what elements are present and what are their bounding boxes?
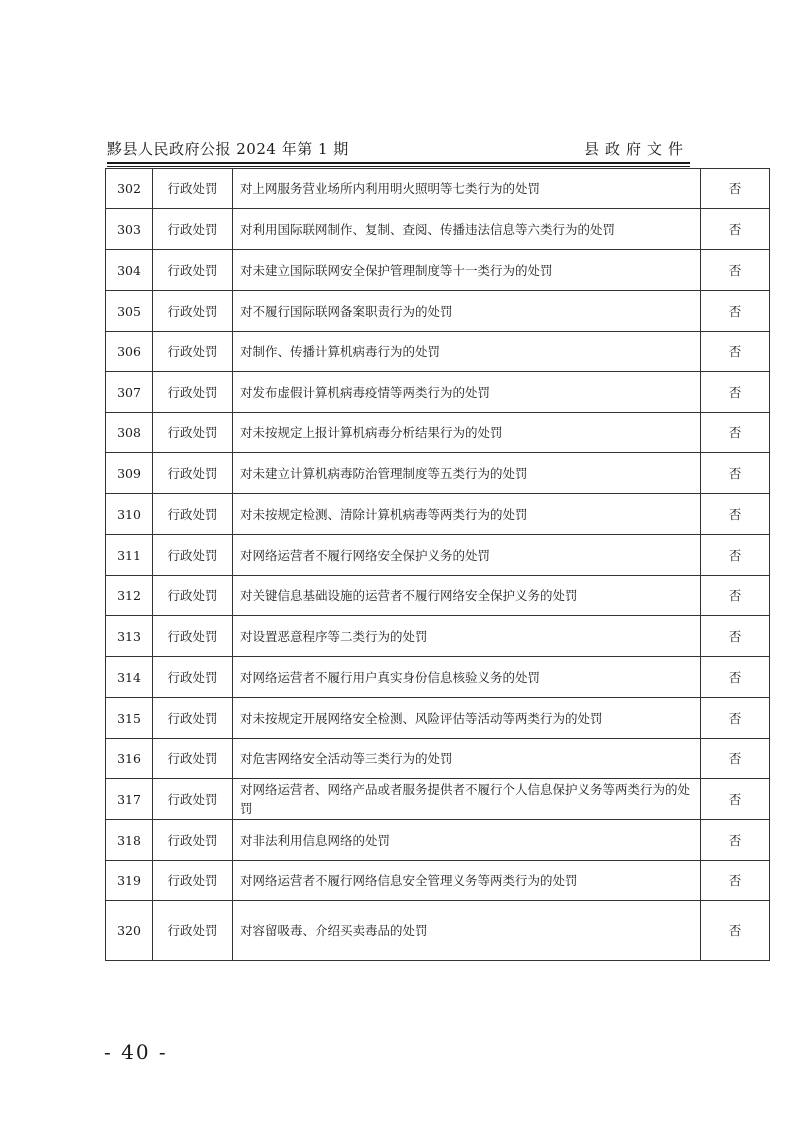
row-number: 315 xyxy=(106,698,153,739)
row-flag: 否 xyxy=(701,535,770,576)
row-category: 行政处罚 xyxy=(153,657,233,698)
table-row xyxy=(106,494,770,535)
header-rule-thick xyxy=(107,162,690,164)
row-category: 行政处罚 xyxy=(153,372,233,413)
row-category: 行政处罚 xyxy=(153,250,233,291)
row-number: 312 xyxy=(106,576,153,616)
table-row xyxy=(106,861,770,901)
row-category: 行政处罚 xyxy=(153,535,233,576)
row-number: 303 xyxy=(106,209,153,250)
row-category: 行政处罚 xyxy=(153,453,233,494)
row-category: 行政处罚 xyxy=(153,576,233,616)
row-flag: 否 xyxy=(701,494,770,535)
row-number: 307 xyxy=(106,372,153,413)
row-flag: 否 xyxy=(701,820,770,861)
table-row xyxy=(106,413,770,453)
table-row xyxy=(106,169,770,209)
row-flag: 否 xyxy=(701,413,770,453)
row-flag: 否 xyxy=(701,291,770,332)
row-number: 310 xyxy=(106,494,153,535)
table-row xyxy=(106,453,770,494)
row-description: 对未按规定检测、清除计算机病毒等两类行为的处罚 xyxy=(233,494,701,535)
row-description: 对网络运营者不履行网络安全保护义务的处罚 xyxy=(233,535,701,576)
row-category: 行政处罚 xyxy=(153,291,233,332)
row-category: 行政处罚 xyxy=(153,820,233,861)
row-number: 318 xyxy=(106,820,153,861)
row-description: 对网络运营者、网络产品或者服务提供者不履行个人信息保护义务等两类行为的处罚 xyxy=(233,779,701,820)
table-row xyxy=(106,657,770,698)
row-category: 行政处罚 xyxy=(153,169,233,209)
row-flag: 否 xyxy=(701,657,770,698)
row-description: 对设置恶意程序等二类行为的处罚 xyxy=(233,616,701,657)
row-description: 对危害网络安全活动等三类行为的处罚 xyxy=(233,739,701,779)
bulletin-title: 黟县人民政府公报 2024 年第 1 期 xyxy=(107,140,349,158)
row-number: 313 xyxy=(106,616,153,657)
row-category: 行政处罚 xyxy=(153,779,233,820)
row-number: 317 xyxy=(106,779,153,820)
row-description: 对未按规定开展网络安全检测、风险评估等活动等两类行为的处罚 xyxy=(233,698,701,739)
row-number: 320 xyxy=(106,901,153,961)
page-number: - 40 - xyxy=(104,1040,168,1064)
row-category: 行政处罚 xyxy=(153,494,233,535)
row-flag: 否 xyxy=(701,616,770,657)
row-category: 行政处罚 xyxy=(153,861,233,901)
row-category: 行政处罚 xyxy=(153,901,233,961)
row-flag: 否 xyxy=(701,861,770,901)
row-description: 对上网服务营业场所内利用明火照明等七类行为的处罚 xyxy=(233,169,701,209)
table-row xyxy=(106,332,770,372)
row-number: 311 xyxy=(106,535,153,576)
row-category: 行政处罚 xyxy=(153,616,233,657)
row-description: 对制作、传播计算机病毒行为的处罚 xyxy=(233,332,701,372)
row-description: 对关键信息基础设施的运营者不履行网络安全保护义务的处罚 xyxy=(233,576,701,616)
row-flag: 否 xyxy=(701,209,770,250)
table-row xyxy=(106,372,770,413)
table-row xyxy=(106,291,770,332)
penalty-table xyxy=(105,168,770,961)
row-description: 对网络运营者不履行用户真实身份信息核验义务的处罚 xyxy=(233,657,701,698)
header-rule-thin xyxy=(107,166,690,167)
table-row xyxy=(106,698,770,739)
row-number: 306 xyxy=(106,332,153,372)
row-number: 305 xyxy=(106,291,153,332)
row-description: 对网络运营者不履行网络信息安全管理义务等两类行为的处罚 xyxy=(233,861,701,901)
row-category: 行政处罚 xyxy=(153,209,233,250)
row-number: 309 xyxy=(106,453,153,494)
row-category: 行政处罚 xyxy=(153,413,233,453)
row-number: 308 xyxy=(106,413,153,453)
row-flag: 否 xyxy=(701,332,770,372)
row-number: 302 xyxy=(106,169,153,209)
row-description: 对利用国际联网制作、复制、查阅、传播违法信息等六类行为的处罚 xyxy=(233,209,701,250)
row-category: 行政处罚 xyxy=(153,698,233,739)
row-category: 行政处罚 xyxy=(153,739,233,779)
row-number: 314 xyxy=(106,657,153,698)
row-number: 316 xyxy=(106,739,153,779)
table-row xyxy=(106,616,770,657)
row-description: 对未按规定上报计算机病毒分析结果行为的处罚 xyxy=(233,413,701,453)
row-flag: 否 xyxy=(701,779,770,820)
table-row xyxy=(106,209,770,250)
table-row xyxy=(106,576,770,616)
row-description: 对发布虚假计算机病毒疫情等两类行为的处罚 xyxy=(233,372,701,413)
row-flag: 否 xyxy=(701,250,770,291)
row-number: 319 xyxy=(106,861,153,901)
row-flag: 否 xyxy=(701,901,770,961)
row-flag: 否 xyxy=(701,453,770,494)
row-description: 对容留吸毒、介绍买卖毒品的处罚 xyxy=(233,901,701,961)
page-header xyxy=(107,138,689,162)
table-row xyxy=(106,250,770,291)
row-flag: 否 xyxy=(701,169,770,209)
row-description: 对未建立国际联网安全保护管理制度等十一类行为的处罚 xyxy=(233,250,701,291)
row-description: 对不履行国际联网备案职责行为的处罚 xyxy=(233,291,701,332)
row-category: 行政处罚 xyxy=(153,332,233,372)
row-flag: 否 xyxy=(701,372,770,413)
table-row xyxy=(106,901,770,961)
row-number: 304 xyxy=(106,250,153,291)
table-row xyxy=(106,535,770,576)
row-flag: 否 xyxy=(701,739,770,779)
table-row xyxy=(106,820,770,861)
row-description: 对未建立计算机病毒防治管理制度等五类行为的处罚 xyxy=(233,453,701,494)
table-row xyxy=(106,739,770,779)
row-flag: 否 xyxy=(701,698,770,739)
row-flag: 否 xyxy=(701,576,770,616)
section-title: 县政府文件 xyxy=(583,140,689,158)
row-description: 对非法利用信息网络的处罚 xyxy=(233,820,701,861)
table-row xyxy=(106,779,770,820)
